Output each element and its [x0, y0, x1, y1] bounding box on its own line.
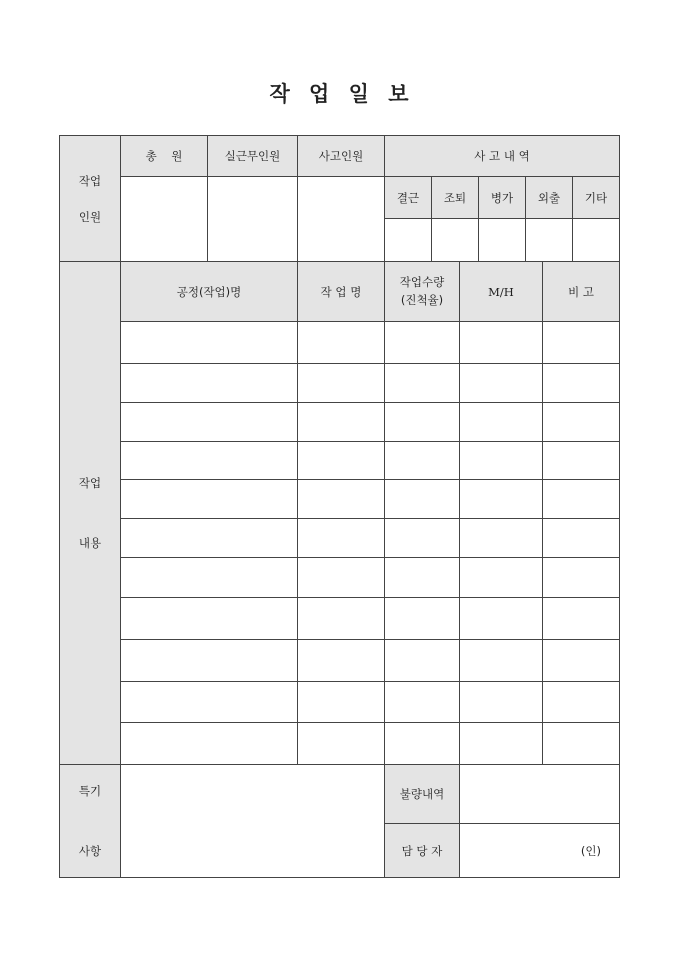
work-name-cell[interactable]	[297, 639, 385, 682]
work-section-label	[59, 261, 121, 765]
process-name-cell[interactable]	[120, 681, 298, 723]
mh-cell[interactable]	[459, 441, 543, 480]
input-absent[interactable]	[384, 218, 432, 262]
header-defects: 불량내역	[384, 764, 460, 824]
header-total-staff: 총 원	[120, 135, 208, 177]
input-special-notes[interactable]	[120, 764, 385, 878]
mh-cell[interactable]	[459, 518, 543, 558]
header-incident-details: 사 고 내 역	[384, 135, 620, 177]
remarks-cell[interactable]	[542, 363, 620, 403]
work-label-line2: 내용	[78, 536, 102, 550]
work-name-cell[interactable]	[297, 321, 385, 364]
process-name-cell[interactable]	[120, 402, 298, 442]
process-name-cell[interactable]	[120, 363, 298, 403]
mh-cell[interactable]	[459, 479, 543, 519]
process-name-cell[interactable]	[120, 441, 298, 480]
header-process-name: 공정(작업)명	[120, 261, 298, 322]
work-label-line1: 작업	[78, 476, 102, 490]
quantity-cell[interactable]	[384, 321, 460, 364]
seal-mark: (인)	[580, 843, 601, 858]
quantity-cell[interactable]	[384, 441, 460, 480]
quantity-cell[interactable]	[384, 518, 460, 558]
header-other: 기타	[572, 176, 620, 219]
input-other[interactable]	[572, 218, 620, 262]
header-quantity	[384, 261, 460, 322]
quantity-cell[interactable]	[384, 363, 460, 403]
remarks-cell[interactable]	[542, 479, 620, 519]
process-name-cell[interactable]	[120, 321, 298, 364]
quantity-cell[interactable]	[384, 402, 460, 442]
remarks-cell[interactable]	[542, 518, 620, 558]
work-name-cell[interactable]	[297, 557, 385, 598]
special-label-line1: 특기	[78, 784, 102, 798]
input-actual-staff[interactable]	[207, 176, 298, 262]
staff-label-line1: 작업	[78, 173, 102, 188]
header-sick-leave: 병가	[478, 176, 526, 219]
mh-cell[interactable]	[459, 363, 543, 403]
quantity-cell[interactable]	[384, 639, 460, 682]
special-label-line2: 사항	[78, 844, 102, 858]
process-name-cell[interactable]	[120, 722, 298, 766]
header-manager: 담 당 자	[384, 823, 460, 878]
process-name-cell[interactable]	[120, 597, 298, 640]
mh-cell[interactable]	[459, 597, 543, 640]
header-actual-staff: 실근무인원	[207, 135, 298, 177]
remarks-cell[interactable]	[542, 597, 620, 640]
mh-cell[interactable]	[459, 402, 543, 442]
quantity-cell[interactable]	[384, 557, 460, 598]
header-outing: 외출	[525, 176, 573, 219]
staff-section-label	[59, 135, 121, 262]
process-name-cell[interactable]	[120, 557, 298, 598]
work-name-cell[interactable]	[297, 402, 385, 442]
header-remarks: 비 고	[542, 261, 620, 322]
work-name-cell[interactable]	[297, 597, 385, 640]
input-total-staff[interactable]	[120, 176, 208, 262]
mh-cell[interactable]	[459, 722, 543, 766]
work-name-cell[interactable]	[297, 479, 385, 519]
header-quantity-line2: (진척율)	[400, 292, 444, 307]
remarks-cell[interactable]	[542, 557, 620, 598]
staff-label-line2: 인원	[78, 209, 102, 224]
work-name-cell[interactable]	[297, 441, 385, 480]
work-name-cell[interactable]	[297, 681, 385, 723]
remarks-cell[interactable]	[542, 441, 620, 480]
process-name-cell[interactable]	[120, 518, 298, 558]
input-early-leave[interactable]	[431, 218, 479, 262]
header-early-leave: 조퇴	[431, 176, 479, 219]
work-name-cell[interactable]	[297, 518, 385, 558]
quantity-cell[interactable]	[384, 681, 460, 723]
quantity-cell[interactable]	[384, 597, 460, 640]
work-name-cell[interactable]	[297, 363, 385, 403]
input-outing[interactable]	[525, 218, 573, 262]
header-absent: 결근	[384, 176, 432, 219]
process-name-cell[interactable]	[120, 479, 298, 519]
header-mh: M/H	[459, 261, 543, 322]
header-quantity-line1: 작업수량	[399, 274, 445, 289]
page-title: 작 업 일 보	[269, 81, 411, 106]
input-sick-leave[interactable]	[478, 218, 526, 262]
header-work-name: 작 업 명	[297, 261, 385, 322]
quantity-cell[interactable]	[384, 479, 460, 519]
quantity-cell[interactable]	[384, 722, 460, 766]
mh-cell[interactable]	[459, 557, 543, 598]
input-defects[interactable]	[459, 764, 620, 824]
remarks-cell[interactable]	[542, 681, 620, 723]
input-incident-staff[interactable]	[297, 176, 385, 262]
remarks-cell[interactable]	[542, 402, 620, 442]
remarks-cell[interactable]	[542, 639, 620, 682]
input-manager[interactable]	[459, 823, 620, 878]
process-name-cell[interactable]	[120, 639, 298, 682]
special-section-label	[59, 764, 121, 878]
remarks-cell[interactable]	[542, 722, 620, 766]
remarks-cell[interactable]	[542, 321, 620, 364]
header-incident-staff: 사고인원	[297, 135, 385, 177]
mh-cell[interactable]	[459, 321, 543, 364]
work-name-cell[interactable]	[297, 722, 385, 766]
mh-cell[interactable]	[459, 639, 543, 682]
mh-cell[interactable]	[459, 681, 543, 723]
